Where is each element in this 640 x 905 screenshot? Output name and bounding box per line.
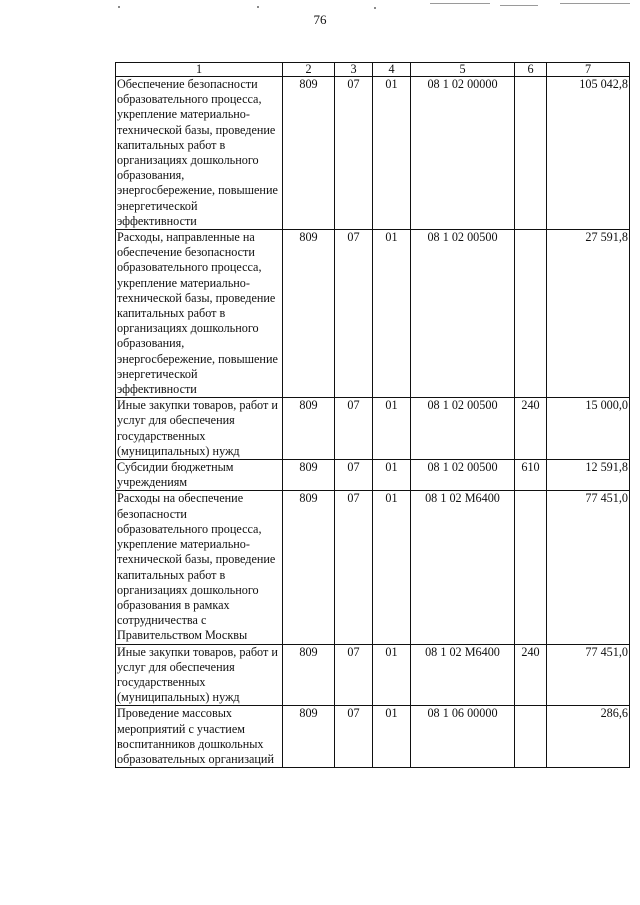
ministry-code: 809 [283,460,335,491]
table-row [116,644,630,706]
column-header: 4 [373,63,411,77]
expense-type-code [515,230,547,398]
budget-table [115,62,630,768]
table-row [116,398,630,460]
amount: 286,6 [547,706,630,768]
expense-type-code: 240 [515,398,547,460]
table-row [116,230,630,398]
expense-name: Иные закупки товаров, работ и услуг для обеспечения государственных (муниципальных) нужд [116,398,283,460]
subsection-code: 01 [373,491,411,644]
amount: 77 451,0 [547,491,630,644]
table-row [116,460,630,491]
table-header-row [116,63,630,77]
target-article-code: 08 1 02 00500 [411,230,515,398]
column-header: 3 [335,63,373,77]
target-article-code: 08 1 02 М6400 [411,491,515,644]
target-article-code: 08 1 06 00000 [411,706,515,768]
expense-type-code [515,77,547,230]
expense-name: Расходы, направленные на обеспечение безопасности образовательного процесса, укрепление материально-технической базы, проведение капитальных работ в организациях дошкольного образования, энергосбережение, повышение энергетической эффективности [116,230,283,398]
target-article-code: 08 1 02 00500 [411,460,515,491]
expense-type-code: 610 [515,460,547,491]
section-code: 07 [335,77,373,230]
ministry-code: 809 [283,706,335,768]
subsection-code: 01 [373,77,411,230]
amount: 105 042,8 [547,77,630,230]
section-code: 07 [335,398,373,460]
expense-name: Проведение массовых мероприятий с участием воспитанников дошкольных образовательных организаций [116,706,283,768]
table-row [116,491,630,644]
expense-type-code [515,491,547,644]
section-code: 07 [335,706,373,768]
scan-artifact-line [430,3,490,4]
ministry-code: 809 [283,644,335,706]
column-header: 7 [547,63,630,77]
amount: 27 591,8 [547,230,630,398]
amount: 15 000,0 [547,398,630,460]
expense-name: Субсидии бюджетным учреждениям [116,460,283,491]
column-header: 1 [116,63,283,77]
scan-artifact-dot [257,6,259,8]
column-header: 2 [283,63,335,77]
scan-artifact-line [560,3,630,4]
ministry-code: 809 [283,491,335,644]
column-header: 5 [411,63,515,77]
column-header: 6 [515,63,547,77]
expense-name: Расходы на обеспечение безопасности образовательного процесса, укрепление материально-технической базы, проведение капитальных работ в организациях дошкольного образования в рамках сотрудничества с Правительством Москвы [116,491,283,644]
scan-artifact-line [500,5,538,6]
table-row [116,77,630,230]
target-article-code: 08 1 02 00000 [411,77,515,230]
section-code: 07 [335,491,373,644]
amount: 77 451,0 [547,644,630,706]
section-code: 07 [335,644,373,706]
amount: 12 591,8 [547,460,630,491]
expense-name: Иные закупки товаров, работ и услуг для обеспечения государственных (муниципальных) нужд [116,644,283,706]
section-code: 07 [335,230,373,398]
section-code: 07 [335,460,373,491]
expense-name: Обеспечение безопасности образовательного процесса, укрепление материально-технической базы, проведение капитальных работ в организациях дошкольного образования, энергосбережение, повышение энергетической эффективности [116,77,283,230]
expense-type-code: 240 [515,644,547,706]
expense-type-code [515,706,547,768]
target-article-code: 08 1 02 М6400 [411,644,515,706]
ministry-code: 809 [283,398,335,460]
ministry-code: 809 [283,230,335,398]
subsection-code: 01 [373,460,411,491]
target-article-code: 08 1 02 00500 [411,398,515,460]
scan-artifact-dot [118,6,120,8]
subsection-code: 01 [373,398,411,460]
page-number: 76 [313,12,327,27]
subsection-code: 01 [373,230,411,398]
ministry-code: 809 [283,77,335,230]
scan-artifact-dot [374,7,376,9]
subsection-code: 01 [373,644,411,706]
subsection-code: 01 [373,706,411,768]
table-row [116,706,630,768]
